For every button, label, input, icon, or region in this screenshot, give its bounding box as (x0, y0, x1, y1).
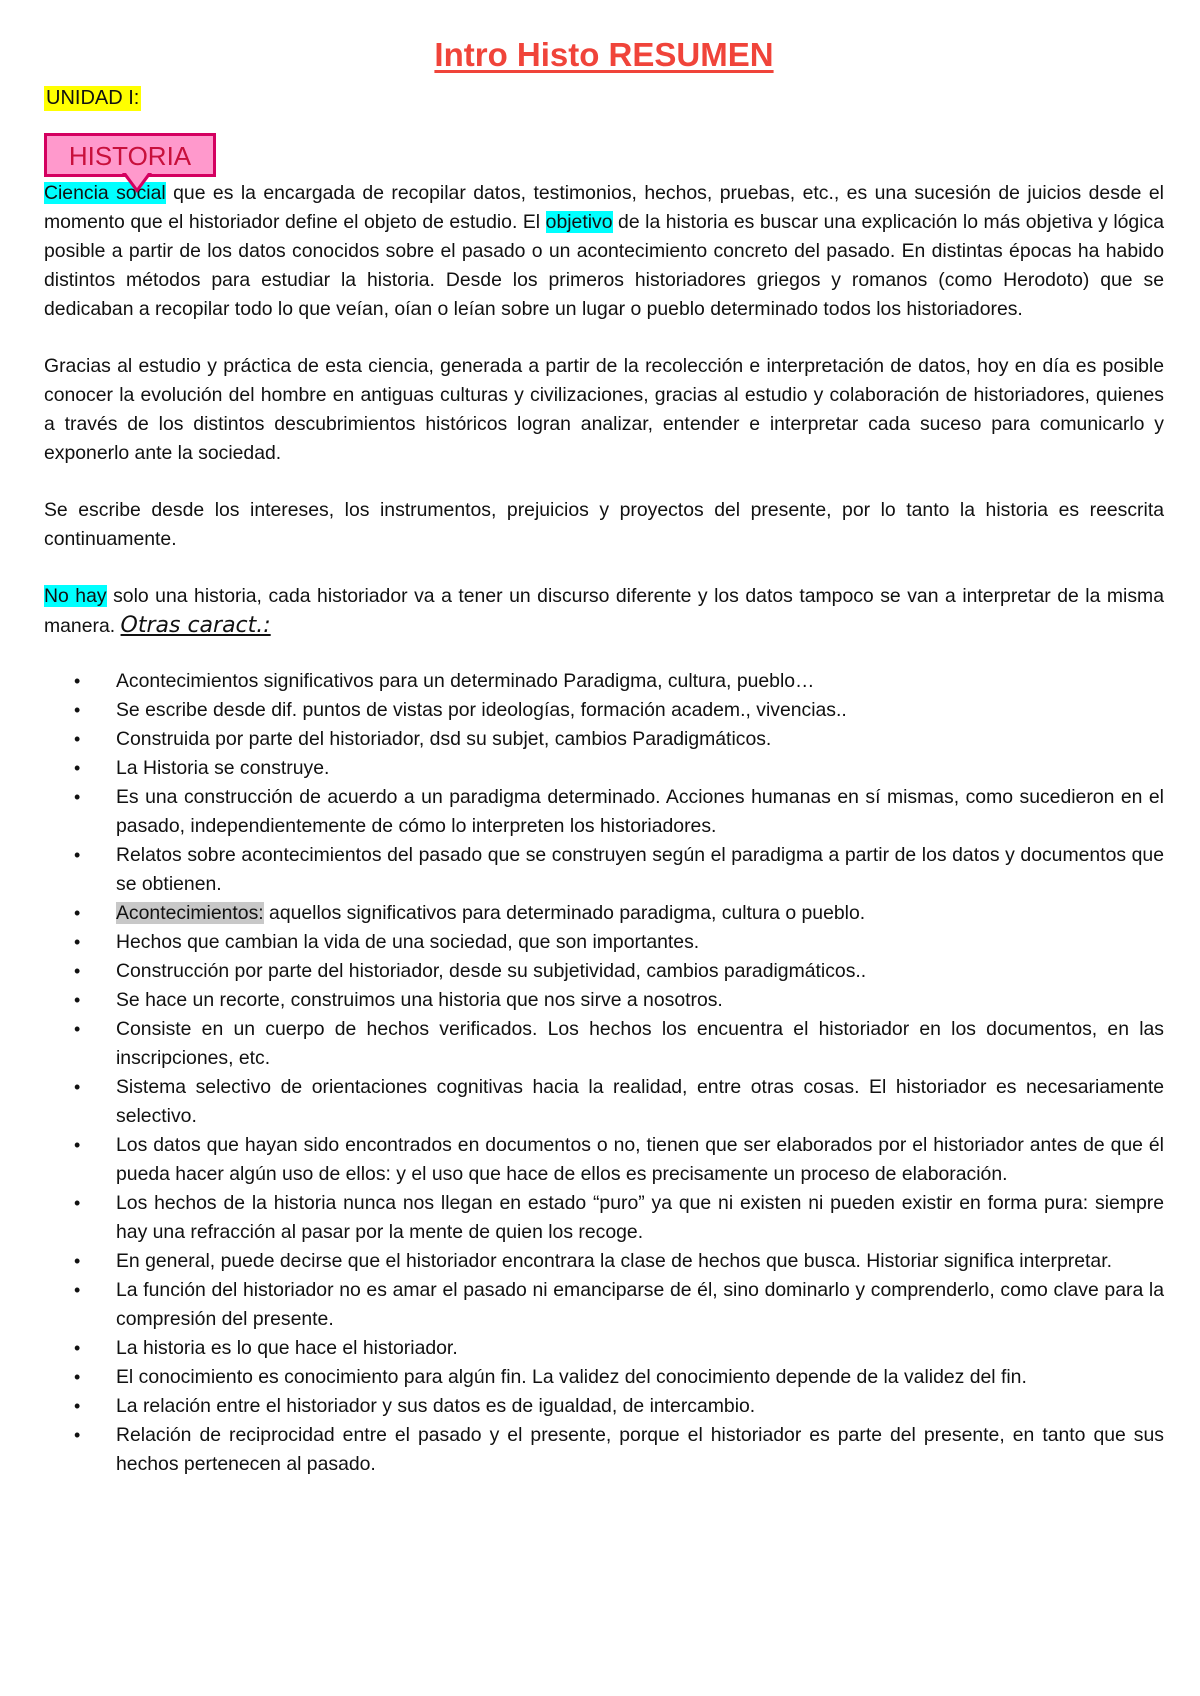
highlight-ciencia-social: Ciencia social (44, 182, 166, 204)
bullet-icon: • (74, 845, 81, 865)
bullet-icon: • (74, 932, 81, 952)
bullet-icon: • (74, 990, 81, 1010)
document-page (44, 30, 1164, 1479)
list-item (44, 783, 1164, 841)
list-item-text: Se hace un recorte, construimos una historia que nos sirve a nosotros. (116, 989, 723, 1011)
list-item-text: Los hechos de la historia nunca nos llegan en estado “puro” ya que ni existen ni pueden existir en forma pura: siempre hay una refracción al pasar por la mente de quien los recoge. (116, 1192, 1164, 1243)
list-item-text: La relación entre el historiador y sus datos es de igualdad, de intercambio. (116, 1395, 756, 1417)
list-item-text: Se escribe desde dif. puntos de vistas por ideologías, formación academ., vivencias.. (116, 699, 847, 721)
list-item (44, 754, 1164, 783)
unit-heading-row (44, 84, 1164, 111)
list-item-text: Es una construcción de acuerdo a un paradigma determinado. Acciones humanas en sí mismas, como sucedieron en el pasado, independientemente de cómo lo interpreten los historiadores. (116, 786, 1164, 837)
spacer (44, 554, 1164, 582)
list-item-text: Los datos que hayan sido encontrados en documentos o no, tienen que ser elaborados por el historiador antes de que él pueda hacer algún uso de ellos: y el uso que hace de ellos es precisamente un proceso de elaboración. (116, 1134, 1164, 1185)
list-item-text: La Historia se construye. (116, 757, 330, 779)
list-item (44, 725, 1164, 754)
list-item-text: Hechos que cambian la vida de una sociedad, que son importantes. (116, 931, 700, 953)
bullet-icon: • (74, 961, 81, 981)
highlight-no-hay: No hay (44, 585, 107, 607)
list-item (44, 1421, 1164, 1479)
bullet-icon: • (74, 1251, 81, 1271)
paragraph-1-text-b: de la historia es buscar una explicación lo más objetiva y lógica posible a partir de los datos conocidos sobre el pasado o un acontecimiento concreto del pasado. En distintas épocas ha habido distintos métodos para estudiar la historia. Desde los primeros historiadores griegos y romanos (como Herodoto) que se dedicaban a recopilar todo lo que veían, oían o leían sobre un lugar o pueblo determinado todos los historiadores. (44, 211, 1164, 320)
list-item (44, 1073, 1164, 1131)
paragraph-4 (44, 582, 1164, 641)
paragraph-1-text-a: que es la encargada de recopilar datos, testimonios, hechos, pruebas, etc., es una sucesión de juicios desde el momento que el historiador define el objeto de estudio. El (44, 182, 1164, 233)
list-item-text: Construcción por parte del historiador, desde su subjetividad, cambios paradigmáticos.. (116, 960, 867, 982)
unit-heading: UNIDAD I: (46, 87, 140, 109)
list-item (44, 696, 1164, 725)
list-item (44, 986, 1164, 1015)
highlight-objetivo: objetivo (545, 211, 613, 233)
bullet-icon: • (74, 787, 81, 807)
document-title: Intro Histo RESUMEN (434, 36, 774, 73)
bullet-icon: • (74, 1135, 81, 1155)
bullet-icon: • (74, 1338, 81, 1358)
list-item-text: Relatos sobre acontecimientos del pasado que se construyen según el paradigma a partir de los datos y documentos que se obtienen. (116, 844, 1164, 895)
list-item-text: Consiste en un cuerpo de hechos verificados. Los hechos los encuentra el historiador en los documentos, en las inscripciones, etc. (116, 1018, 1164, 1069)
list-item (44, 1276, 1164, 1334)
bullet-icon: • (74, 1425, 81, 1445)
list-item-text: Construida por parte del historiador, dsd su subjet, cambios Paradigmáticos. (116, 728, 772, 750)
list-item-text: En general, puede decirse que el historiador encontrara la clase de hechos que busca. Historiar significa interpretar. (116, 1250, 1112, 1272)
list-item (44, 957, 1164, 986)
bullet-icon: • (74, 1396, 81, 1416)
spacer (44, 324, 1164, 352)
paragraph-4-text: solo una historia, cada historiador va a tener un discurso diferente y los datos tampoco se van a interpretar de la misma manera. (44, 585, 1164, 637)
spacer (44, 468, 1164, 496)
list-item (44, 1189, 1164, 1247)
characteristics-list (44, 667, 1164, 1479)
list-item-text: La función del historiador no es amar el pasado ni emanciparse de él, sino dominarlo y comprenderlo, como clave para la compresión del presente. (116, 1279, 1164, 1330)
list-item-text: Acontecimientos significativos para un determinado Paradigma, cultura, pueblo… (116, 670, 815, 692)
callout-arrow-inner (126, 173, 148, 188)
list-item (44, 841, 1164, 899)
list-item-text: La historia es lo que hace el historiador. (116, 1337, 458, 1359)
paragraph-1 (44, 179, 1164, 324)
bullet-icon: • (74, 1193, 81, 1213)
paragraph-3: Se escribe desde los intereses, los instrumentos, prejuicios y proyectos del presente, por lo tanto la historia es reescrita continuamente. (44, 499, 1164, 550)
bullet-icon: • (74, 729, 81, 749)
bullet-icon: • (74, 1367, 81, 1387)
list-item-text: El conocimiento es conocimiento para algún fin. La validez del conocimiento depende de la validez del fin. (116, 1366, 1027, 1388)
list-item-text: aquellos significativos para determinado paradigma, cultura o pueblo. (263, 902, 866, 924)
callout-wrap (44, 133, 1164, 197)
bullet-icon: • (74, 1019, 81, 1039)
list-item (44, 667, 1164, 696)
bullet-icon: • (74, 903, 81, 923)
list-item (44, 928, 1164, 957)
list-item-text: Relación de reciprocidad entre el pasado y el presente, porque el historiador es parte del presente, en tanto que sus hechos pertenecen al pasado. (116, 1424, 1164, 1475)
list-item (44, 1015, 1164, 1073)
bullet-icon: • (74, 1077, 81, 1097)
bullet-icon: • (74, 700, 81, 720)
highlight-acontecimientos: Acontecimientos: (116, 902, 264, 924)
list-item (44, 1247, 1164, 1276)
bullet-icon: • (74, 1280, 81, 1300)
bullet-icon: • (74, 671, 81, 691)
paragraph-2: Gracias al estudio y práctica de esta ciencia, generada a partir de la recolección e interpretación de datos, hoy en día es posible conocer la evolución del hombre en antiguas culturas y civilizaciones, gracias al estudio y colaboración de historiadores, quienes a través de los distintos descubrimientos históricos logran analizar, entender e interpretar cada suceso para comunicarlo y exponerlo ante la sociedad. (44, 355, 1164, 464)
bullet-icon: • (74, 758, 81, 778)
list-item-text: Sistema selectivo de orientaciones cognitivas hacia la realidad, entre otras cosas. El historiador es necesariamente selectivo. (116, 1076, 1164, 1127)
otras-caract-label: Otras caract.: (120, 613, 271, 638)
list-item (44, 1131, 1164, 1189)
list-item (44, 1334, 1164, 1363)
list-item (44, 899, 1164, 928)
list-item (44, 1392, 1164, 1421)
historia-callout-box: HISTORIA (44, 133, 216, 177)
list-item (44, 1363, 1164, 1392)
